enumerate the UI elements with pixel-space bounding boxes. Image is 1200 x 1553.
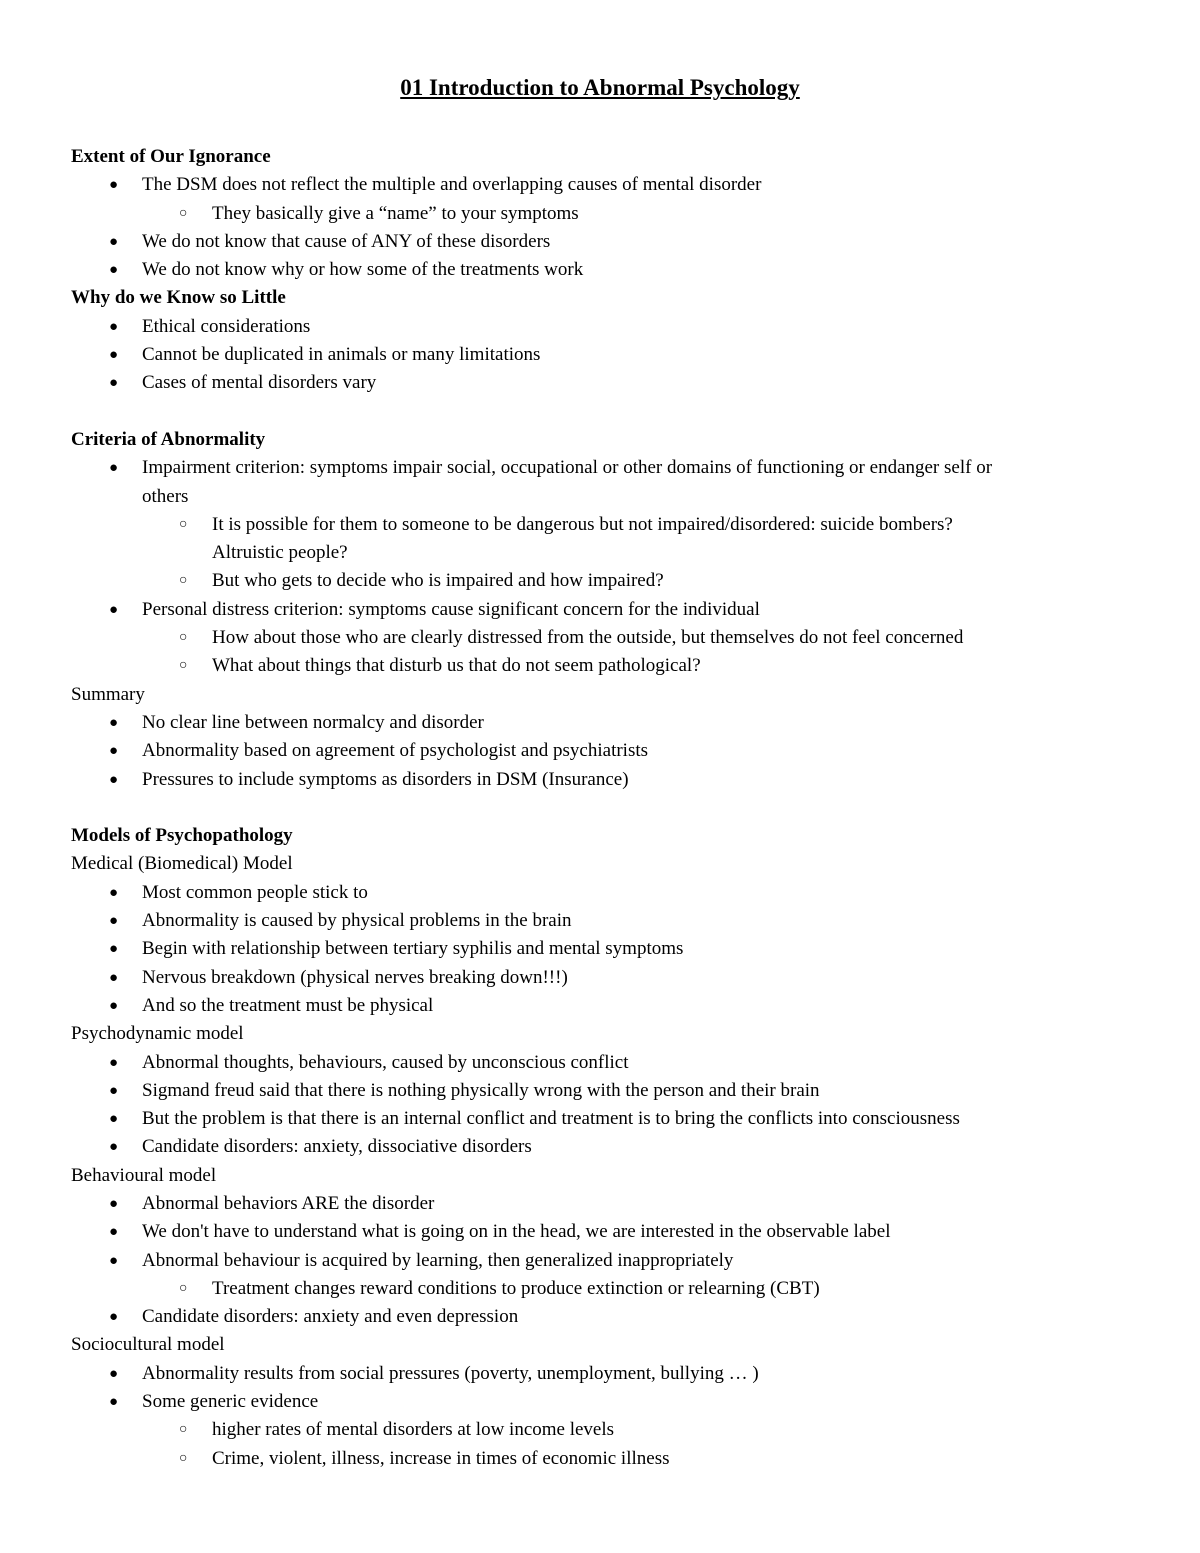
list-item-text: Ethical considerations bbox=[142, 315, 311, 337]
list-item bbox=[71, 1190, 1131, 1218]
list-item bbox=[71, 1388, 1131, 1416]
list-item-text: Abnormality is caused by physical problems in the brain bbox=[142, 910, 572, 932]
bullet-icon: ● bbox=[109, 1111, 119, 1128]
list-item bbox=[71, 454, 1131, 482]
list-item bbox=[71, 1049, 1131, 1077]
subsection-heading-medical: Medical (Biomedical) Model bbox=[71, 853, 293, 875]
list-item-text: Abnormal behaviors ARE the disorder bbox=[142, 1192, 435, 1214]
section-heading-criteria: Criteria of Abnormality bbox=[71, 428, 266, 450]
section-heading-why: Why do we Know so Little bbox=[71, 287, 286, 309]
sub-list-item bbox=[71, 200, 1131, 228]
bullet-icon: ● bbox=[109, 460, 119, 477]
bullet-icon: ● bbox=[109, 743, 119, 760]
bullet-icon: ● bbox=[109, 884, 119, 901]
list-item bbox=[71, 228, 1131, 256]
bullet-icon: ● bbox=[109, 1054, 119, 1071]
bullet-icon: ● bbox=[109, 969, 119, 986]
bullet-icon: ● bbox=[109, 913, 119, 930]
list-item bbox=[71, 596, 1131, 624]
list-item bbox=[71, 709, 1131, 737]
list-item-text: Abnormality based on agreement of psychologist and psychiatrists bbox=[142, 740, 649, 762]
document-body bbox=[71, 143, 1131, 1473]
subsection-heading-behavioural: Behavioural model bbox=[71, 1164, 217, 1186]
bullet-icon: ● bbox=[109, 714, 119, 731]
list-item-text: How about those who are clearly distressed from the outside, but themselves do not feel concerned bbox=[212, 627, 964, 649]
list-item bbox=[71, 1218, 1131, 1246]
sub-bullet-icon: ○ bbox=[179, 1280, 188, 1296]
list-item-text: We do not know that cause of ANY of these disorders bbox=[142, 230, 551, 252]
bullet-icon: ● bbox=[109, 1082, 119, 1099]
sub-list-item bbox=[71, 567, 1131, 595]
list-item bbox=[71, 935, 1131, 963]
list-item-text: And so the treatment must be physical bbox=[142, 994, 434, 1016]
sub-list-item bbox=[71, 511, 1131, 539]
list-item-text: Abnormality results from social pressures (poverty, unemployment, bullying … ) bbox=[142, 1362, 759, 1384]
list-item bbox=[71, 907, 1131, 935]
bullet-icon: ● bbox=[109, 1139, 119, 1156]
bullet-icon: ● bbox=[109, 1309, 119, 1326]
list-item-text: They basically give a “name” to your symptoms bbox=[212, 202, 579, 224]
sub-bullet-icon: ○ bbox=[179, 573, 188, 589]
list-item-text: Cannot be duplicated in animals or many limitations bbox=[142, 344, 541, 366]
list-item bbox=[71, 1133, 1131, 1161]
bullet-icon: ● bbox=[109, 318, 119, 335]
sub-list-item bbox=[71, 1416, 1131, 1444]
sub-list-item bbox=[71, 1275, 1131, 1303]
list-item-text: We don't have to understand what is going on in the head, we are interested in the observable label bbox=[142, 1221, 891, 1243]
list-item bbox=[71, 369, 1131, 397]
list-item bbox=[71, 766, 1131, 794]
list-item bbox=[71, 171, 1131, 199]
list-item-text: Some generic evidence bbox=[142, 1391, 319, 1413]
subsection-heading-psychodynamic: Psychodynamic model bbox=[71, 1023, 244, 1045]
list-item-continuation: Altruistic people? bbox=[212, 542, 348, 564]
list-item-text: Candidate disorders: anxiety and even depression bbox=[142, 1306, 519, 1328]
list-item bbox=[71, 1360, 1131, 1388]
list-item-text: What about things that disturb us that do not seem pathological? bbox=[212, 655, 701, 677]
bullet-icon: ● bbox=[109, 1224, 119, 1241]
bullet-icon: ● bbox=[109, 1394, 119, 1411]
bullet-icon: ● bbox=[109, 347, 119, 364]
bullet-icon: ● bbox=[109, 771, 119, 788]
list-item-text: The DSM does not reflect the multiple and overlapping causes of mental disorder bbox=[142, 174, 762, 196]
list-item-text: But who gets to decide who is impaired and how impaired? bbox=[212, 570, 664, 592]
list-item bbox=[71, 313, 1131, 341]
list-item-text: Personal distress criterion: symptoms cause significant concern for the individual bbox=[142, 598, 760, 620]
sub-bullet-icon: ○ bbox=[179, 1450, 188, 1466]
page-title: 01 Introduction to Abnormal Psychology bbox=[400, 75, 800, 100]
bullet-icon: ● bbox=[109, 233, 119, 250]
list-item-text: Abnormal behaviour is acquired by learning, then generalized inappropriately bbox=[142, 1249, 734, 1271]
sub-list-item bbox=[71, 624, 1131, 652]
list-item-text: Nervous breakdown (physical nerves breaking down!!!) bbox=[142, 966, 568, 988]
bullet-icon: ● bbox=[109, 262, 119, 279]
sub-bullet-icon: ○ bbox=[179, 630, 188, 646]
list-item-text: Pressures to include symptoms as disorders in DSM (Insurance) bbox=[142, 768, 629, 790]
list-item-text: Cases of mental disorders vary bbox=[142, 372, 377, 394]
list-item bbox=[71, 1303, 1131, 1331]
list-item-text: Sigmand freud said that there is nothing physically wrong with the person and their brain bbox=[142, 1079, 820, 1101]
subsection-heading-summary: Summary bbox=[71, 683, 145, 705]
list-item bbox=[71, 992, 1131, 1020]
sub-list-item bbox=[71, 1445, 1131, 1473]
bullet-icon: ● bbox=[109, 601, 119, 618]
list-item-text: Treatment changes reward conditions to produce extinction or relearning (CBT) bbox=[212, 1277, 820, 1299]
spacer bbox=[71, 794, 1131, 822]
list-item-text: Abnormal thoughts, behaviours, caused by unconscious conflict bbox=[142, 1051, 629, 1073]
bullet-icon: ● bbox=[109, 997, 119, 1014]
list-item-text: Impairment criterion: symptoms impair social, occupational or other domains of functioning or endanger self or bbox=[142, 457, 993, 479]
bullet-icon: ● bbox=[109, 1365, 119, 1382]
list-item bbox=[71, 1105, 1131, 1133]
list-item-text: higher rates of mental disorders at low income levels bbox=[212, 1419, 615, 1441]
list-item-text: Crime, violent, illness, increase in times of economic illness bbox=[212, 1447, 670, 1469]
list-item-text: Begin with relationship between tertiary syphilis and mental symptoms bbox=[142, 938, 684, 960]
list-item bbox=[71, 964, 1131, 992]
sub-bullet-icon: ○ bbox=[179, 658, 188, 674]
spacer bbox=[71, 398, 1131, 426]
list-item bbox=[71, 341, 1131, 369]
list-item bbox=[71, 256, 1131, 284]
sub-bullet-icon: ○ bbox=[179, 205, 188, 221]
bullet-icon: ● bbox=[109, 1252, 119, 1269]
bullet-icon: ● bbox=[109, 177, 119, 194]
section-heading-models: Models of Psychopathology bbox=[71, 825, 293, 847]
list-item-text: But the problem is that there is an internal conflict and treatment is to bring the conflicts into consciousness bbox=[142, 1108, 960, 1130]
sub-list-item bbox=[71, 652, 1131, 680]
list-item-text: We do not know why or how some of the treatments work bbox=[142, 259, 584, 281]
list-item bbox=[71, 1077, 1131, 1105]
list-item-text: It is possible for them to someone to be dangerous but not impaired/disordered: suicide bombers? bbox=[212, 513, 953, 535]
section-heading-extent: Extent of Our Ignorance bbox=[71, 146, 271, 167]
list-item-continuation: others bbox=[142, 485, 189, 507]
list-item-text: Most common people stick to bbox=[142, 881, 368, 903]
list-item bbox=[71, 879, 1131, 907]
sub-bullet-icon: ○ bbox=[179, 516, 188, 532]
list-item bbox=[71, 737, 1131, 765]
bullet-icon: ● bbox=[109, 375, 119, 392]
bullet-icon: ● bbox=[109, 1195, 119, 1212]
list-item bbox=[71, 1247, 1131, 1275]
list-item-text: Candidate disorders: anxiety, dissociative disorders bbox=[142, 1136, 532, 1158]
list-item-text: No clear line between normalcy and disorder bbox=[142, 711, 484, 733]
bullet-icon: ● bbox=[109, 941, 119, 958]
sub-bullet-icon: ○ bbox=[179, 1422, 188, 1438]
subsection-heading-sociocultural: Sociocultural model bbox=[71, 1334, 225, 1356]
